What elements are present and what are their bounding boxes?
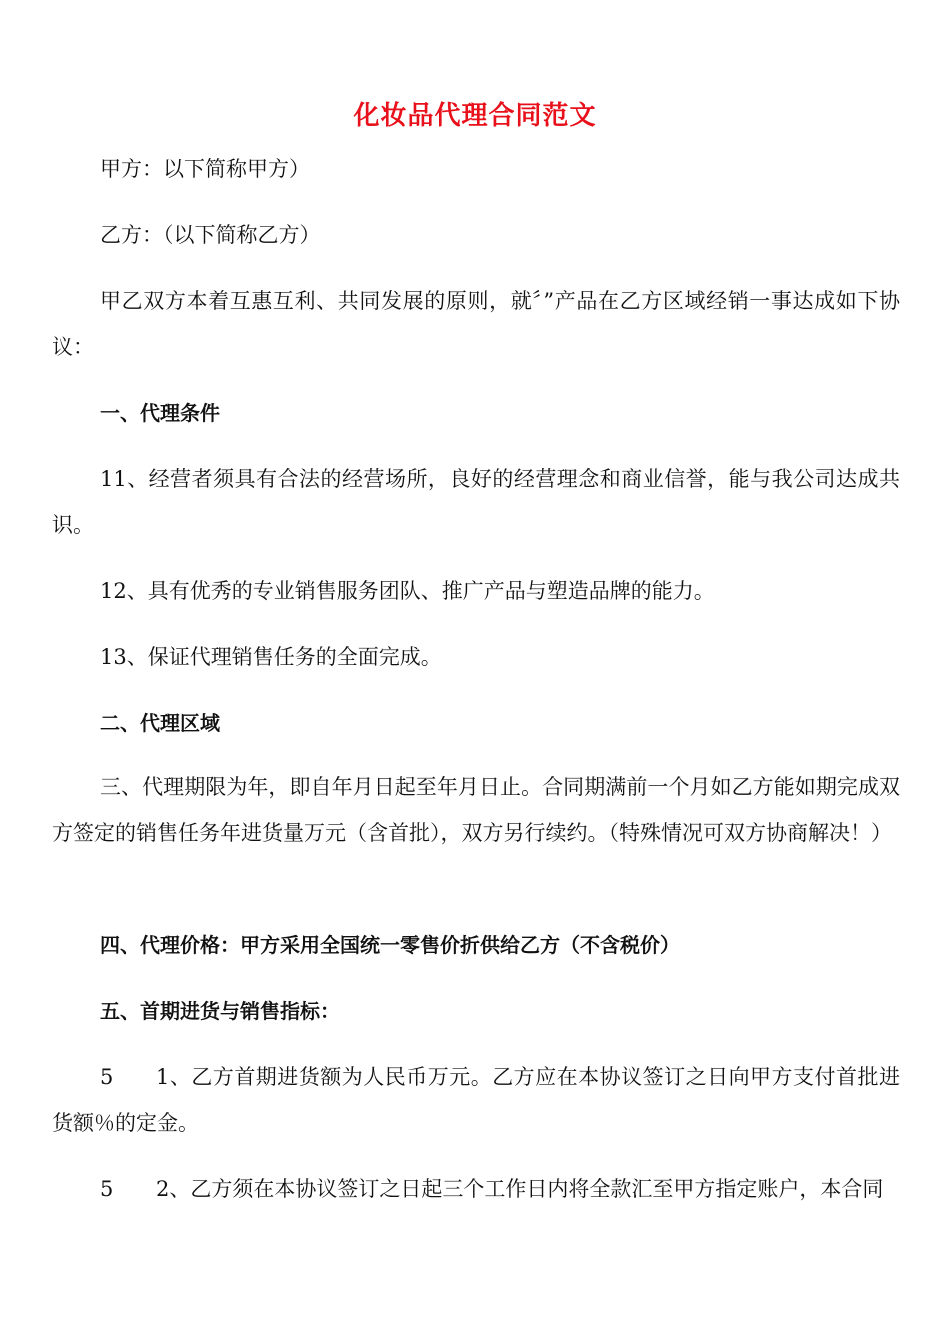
clause-5-2-number: 5 xyxy=(100,1177,114,1201)
document-title: 化妆品代理合同范文 xyxy=(353,101,597,131)
party-b-line: 乙方：（以下简称乙方） xyxy=(100,223,321,247)
clause-5-1-text: 1、乙方首期进货额为人民币万元。乙方应在本协议签订之日向甲方支付首批进货额％的定金。 xyxy=(52,1065,900,1135)
clause-11: 11、经营者须具有合法的经营场所，良好的经营理念和商业信誉，能与我公司达成共识。 xyxy=(52,467,900,537)
intro-paragraph: 甲乙双方本着互惠互利、共同发展的原则，就〞”产品在乙方区域经销一事达成如下协议： xyxy=(52,289,900,359)
clause-5-2 xyxy=(52,1166,900,1212)
clause-12: 12、具有优秀的专业销售服务团队、推广产品与塑造品牌的能力。 xyxy=(100,579,715,603)
clause-5-1 xyxy=(52,1054,900,1146)
section-heading-region: 二、代理区域 xyxy=(100,711,220,735)
section-heading-price: 四、代理价格：甲方采用全国统一零售价折供给乙方（不含税价） xyxy=(100,933,680,957)
party-a-line: 甲方：以下简称甲方） xyxy=(100,157,310,181)
clause-5-2-text: 2、乙方须在本协议签订之日起三个工作日内将全款汇至甲方指定账户，本合同 xyxy=(156,1177,884,1201)
section-term-paragraph: 三、代理期限为年，即自年月日起至年月日止。合同期满前一个月如乙方能如期完成双方签定的销售任务年进货量万元（含首批），双方另行续约。（特殊情况可双方协商解决！） xyxy=(52,775,900,845)
section-heading-conditions: 一、代理条件 xyxy=(100,401,220,425)
clause-13: 13、保证代理销售任务的全面完成。 xyxy=(100,645,442,669)
clause-5-1-number: 5 xyxy=(100,1065,114,1089)
section-heading-purchase: 五、首期进货与销售指标： xyxy=(100,999,340,1023)
